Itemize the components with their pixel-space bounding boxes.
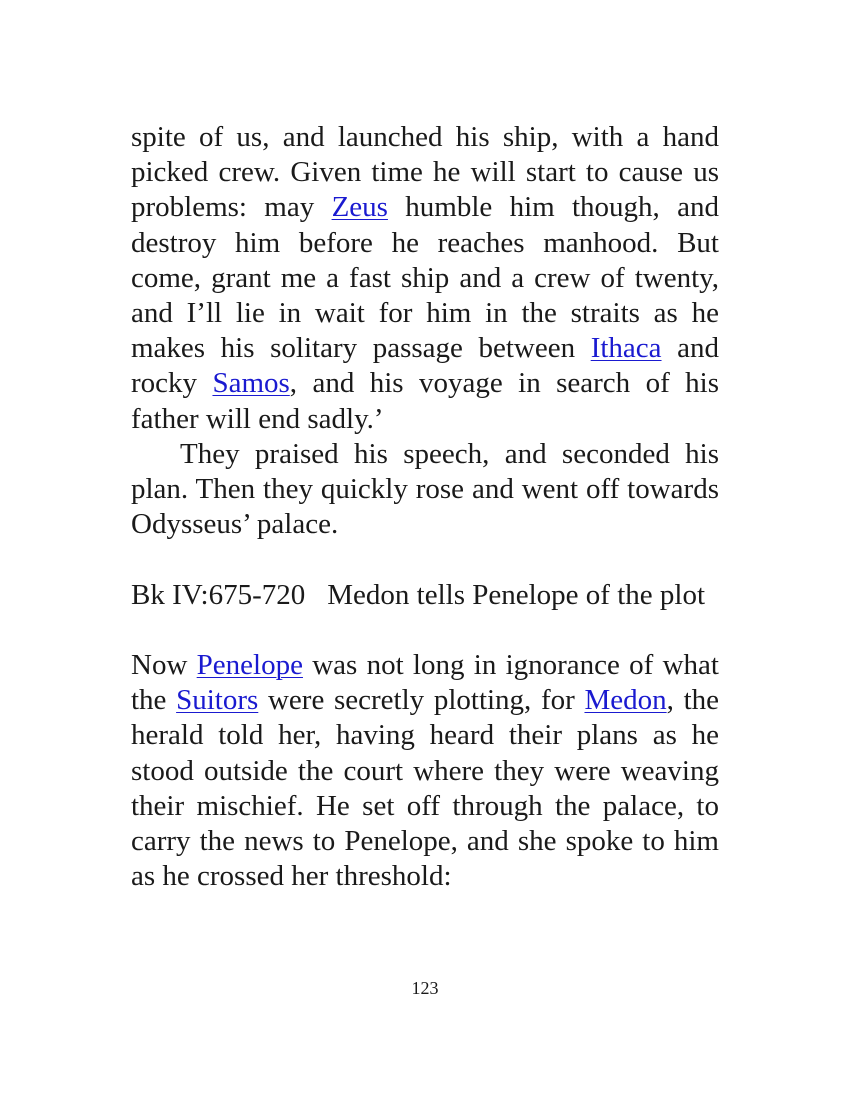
spacer <box>131 613 719 648</box>
text-segment: , and his voyage in search of his father will end sadly.’ <box>131 367 720 435</box>
section-heading <box>131 578 719 613</box>
section-reference: Bk IV:675-720 <box>131 578 306 611</box>
section-title: Medon tells Penelope of the plot <box>327 578 706 611</box>
text-segment: , the herald told her, having heard their plans as he stood outside the court where they were weaving their mischief. He set off through the palace, to carry the news to Penelope, and she spoke to him as he crossed her threshold: <box>131 684 719 893</box>
page-body <box>131 120 719 894</box>
link-penelope[interactable]: Penelope <box>196 649 303 682</box>
link-suitors[interactable]: Suitors <box>176 684 259 717</box>
paragraph-suitors-response: They praised his speech, and seconded his plan. Then they quickly rose and went off towards Odysseus’ palace. <box>131 437 719 541</box>
link-medon[interactable]: Medon <box>584 684 667 717</box>
link-zeus[interactable]: Zeus <box>331 191 388 224</box>
text-segment: spite of us, and launched his ship, with a hand picked crew. Given time he will start to cause us problems: may <box>131 121 719 224</box>
text-segment: was not long in ignorance of what the <box>131 649 719 717</box>
link-samos[interactable]: Samos <box>212 367 290 400</box>
paragraph-medon-tells <box>131 648 719 894</box>
spacer <box>131 542 719 577</box>
text-segment: were secretly plotting, for <box>258 684 585 717</box>
text-segment: Now <box>131 649 197 682</box>
page-number: 123 <box>411 978 439 998</box>
link-ithaca[interactable]: Ithaca <box>590 332 662 365</box>
text-segment: humble him though, and destroy him before he reaches manhood. But come, grant me a fast ship and a crew of twenty, and I’ll lie in wait for him in the straits as he makes his solitary passage between <box>131 191 719 365</box>
text-segment: and rocky <box>131 332 719 400</box>
paragraph-suitor-speech <box>131 120 719 437</box>
